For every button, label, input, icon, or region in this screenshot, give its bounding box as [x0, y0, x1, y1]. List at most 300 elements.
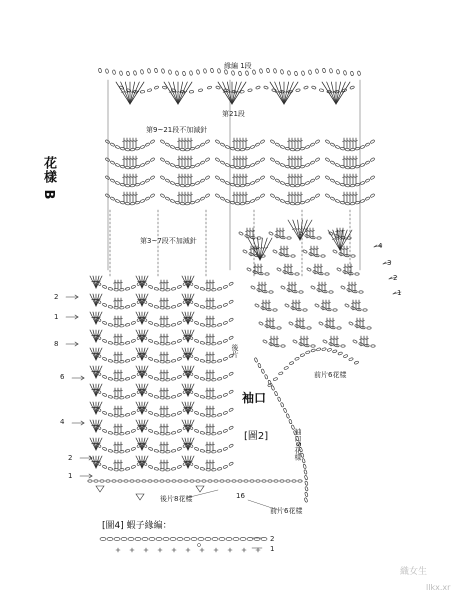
chain-stitch: [148, 393, 153, 397]
foundation-chain: [268, 480, 272, 482]
picot-chain: [245, 71, 248, 76]
picot-chain: [147, 68, 150, 73]
chain-stitch: [166, 288, 171, 291]
chain-stitch: [212, 414, 217, 417]
sleeve-fan-stitch: [188, 330, 194, 342]
front-curve-label: 前片6花樣: [314, 371, 347, 379]
chain-stitch: [365, 179, 370, 183]
picot-chain: [217, 69, 220, 74]
chain-stitch: [160, 157, 165, 161]
triangle-marker: [136, 494, 144, 500]
chain-stitch: [177, 429, 182, 433]
chain-stitch: [360, 145, 365, 149]
triangle-marker: [196, 486, 204, 492]
sleeve-fan-stitch: [93, 312, 96, 324]
chain-stitch: [125, 202, 130, 205]
chain-stitch: [215, 139, 220, 143]
picot-chain: [357, 71, 360, 76]
chain-stitch: [217, 305, 222, 308]
chain-stitch: [131, 447, 136, 451]
chain-stitch: [125, 431, 130, 434]
chain-stitch: [302, 249, 307, 253]
chain-stitch: [108, 413, 113, 416]
chain-stitch: [223, 321, 228, 325]
chain-stitch: [217, 341, 222, 344]
chain-stitch: [248, 88, 253, 91]
chain-stitch: [330, 197, 335, 201]
chain-stitch: [170, 145, 175, 149]
chain-stitch: [108, 341, 113, 344]
picot-chain: [233, 537, 239, 540]
chain-stitch: [223, 447, 228, 451]
chain-stitch: [315, 139, 320, 143]
chain-stitch: [240, 202, 245, 205]
chain-stitch: [171, 467, 176, 470]
chain-stitch: [229, 300, 234, 304]
chain-stitch: [140, 163, 145, 167]
chain-stitch: [148, 303, 153, 307]
foundation-chain: [220, 480, 224, 482]
chain-stitch: [120, 414, 125, 417]
cuff-chain: [283, 408, 287, 413]
sleeve-fan-stitch: [188, 402, 194, 414]
chain-stitch: [223, 303, 228, 307]
chain-stitch: [194, 339, 199, 343]
chain-stitch: [140, 145, 145, 149]
chain-stitch: [212, 288, 217, 291]
chain-stitch: [288, 321, 293, 325]
front-edge-chain: [322, 347, 327, 351]
sleeve-fan-stitch: [142, 312, 148, 324]
chain-stitch: [220, 179, 225, 183]
chain-stitch: [180, 148, 185, 151]
chain-stitch: [194, 393, 199, 397]
chain-stitch: [171, 377, 176, 380]
front-edge-chain: [305, 351, 310, 355]
chain-stitch: [262, 339, 267, 343]
foundation-chain: [298, 480, 302, 482]
chain-stitch: [223, 375, 228, 379]
chain-stitch: [268, 231, 273, 235]
chain-stitch: [120, 306, 125, 309]
chain-stitch: [229, 282, 234, 286]
chain-stitch: [335, 181, 340, 185]
chain-stitch: [131, 429, 136, 433]
chain-stitch: [225, 199, 230, 203]
chain-stitch: [348, 321, 353, 325]
sleeve-fan-stitch: [142, 366, 148, 378]
picot-chain: [308, 70, 311, 75]
picot-chain: [156, 537, 162, 540]
chain-stitch: [311, 345, 315, 347]
front-edge-chain: [273, 377, 278, 381]
picot-chain: [168, 70, 171, 75]
chain-stitch: [330, 179, 335, 183]
sleeve-fan-stitch: [96, 402, 102, 414]
chain-stitch: [185, 148, 190, 151]
front-edge-chain: [316, 348, 321, 352]
chain-stitch: [325, 139, 330, 143]
chain-stitch: [194, 357, 199, 361]
picot-chain: [114, 537, 120, 540]
chain-stitch: [275, 161, 280, 165]
sleeve-fan-stitch: [142, 384, 148, 396]
chain-stitch: [165, 179, 170, 183]
chain-stitch: [212, 396, 217, 399]
front-edge-chain: [289, 361, 294, 365]
foundation-chain: [250, 480, 254, 482]
chain-stitch: [310, 161, 315, 165]
foundation-chain: [178, 480, 182, 482]
picot-chain: [210, 68, 213, 73]
chain-stitch: [295, 202, 300, 205]
chain-stitch: [108, 467, 113, 470]
chain-stitch: [108, 377, 113, 380]
picot-chain: [175, 71, 178, 76]
cuff-chain: [305, 481, 309, 486]
picot-chain: [135, 537, 141, 540]
picot-chain: [177, 537, 183, 540]
sleeve-fan-stitch: [93, 420, 96, 432]
chain-stitch: [303, 309, 307, 311]
chain-stitch: [200, 359, 205, 362]
chain-stitch: [307, 327, 311, 329]
chain-stitch: [102, 375, 107, 379]
chain-stitch: [125, 359, 130, 362]
cuff-chain: [286, 414, 290, 419]
cuff-chain: [271, 386, 275, 391]
picot-chain: [191, 537, 197, 540]
chain-stitch: [290, 148, 295, 151]
chain-stitch: [177, 357, 182, 361]
chain-stitch: [310, 179, 315, 183]
chain-stitch: [280, 181, 285, 185]
chain-stitch: [170, 163, 175, 167]
chain-stitch: [154, 86, 159, 90]
chain-stitch: [120, 378, 125, 381]
chain-stitch: [102, 357, 107, 361]
chain-stitch: [125, 413, 130, 416]
chain-stitch: [212, 306, 217, 309]
chain-stitch: [171, 431, 176, 434]
chain-stitch: [200, 413, 205, 416]
foundation-chain: [142, 480, 146, 482]
chain-stitch: [131, 357, 136, 361]
sleeve-fan-stitch: [93, 384, 96, 396]
chain-stitch: [171, 323, 176, 326]
picot-chain: [149, 537, 155, 540]
chain-stitch: [217, 359, 222, 362]
chain-stitch: [305, 163, 310, 167]
chain-stitch: [177, 465, 182, 469]
foundation-chain: [94, 480, 98, 482]
chain-stitch: [365, 197, 370, 201]
chain-stitch: [205, 157, 210, 161]
chain-stitch: [325, 273, 329, 275]
chain-stitch: [212, 432, 217, 435]
chain-stitch: [102, 429, 107, 433]
cuff-chain: [304, 498, 308, 503]
chain-stitch: [171, 359, 176, 362]
chain-stitch: [148, 339, 153, 343]
picot-chain: [182, 71, 185, 76]
chain-stitch: [280, 145, 285, 149]
chain-stitch: [131, 285, 136, 289]
back-cuff-label: 袖口5花樣: [294, 428, 302, 461]
chain-stitch: [120, 288, 125, 291]
chain-stitch: [295, 166, 300, 169]
chain-stitch: [255, 179, 260, 183]
sleeve-fan-stitch: [96, 438, 102, 450]
chain-stitch: [275, 179, 280, 183]
chain-stitch: [287, 237, 291, 239]
picot-chain: [315, 69, 318, 74]
picot-chain: [140, 70, 143, 75]
chain-stitch: [154, 467, 159, 470]
picot-chain: [198, 537, 204, 540]
chain-stitch: [229, 408, 234, 412]
chain-stitch: [177, 393, 182, 397]
picot-chain: [170, 537, 176, 540]
picot-chain: [259, 69, 262, 74]
row1-label: 緣編 1段: [224, 62, 252, 70]
chain-stitch: [125, 467, 130, 470]
chain-stitch: [105, 193, 110, 197]
chain-stitch: [148, 375, 153, 379]
chain-stitch: [321, 255, 325, 257]
chain-stitch: [125, 184, 130, 187]
chain-stitch: [194, 447, 199, 451]
chain-stitch: [367, 327, 371, 329]
chain-stitch: [145, 179, 150, 183]
left-row-number: 1: [68, 472, 73, 480]
left-row-number: 1: [54, 313, 59, 321]
chain-stitch: [108, 305, 113, 308]
right-row-number: 4: [378, 242, 383, 250]
chain-stitch: [370, 139, 375, 143]
chain-stitch: [371, 345, 375, 347]
chain-stitch: [195, 181, 200, 185]
chain-stitch: [250, 181, 255, 185]
chain-stitch: [345, 184, 350, 187]
cuff-chain: [304, 492, 308, 497]
chain-stitch: [317, 237, 321, 239]
chain-stitch: [102, 339, 107, 343]
picot-chain: [266, 68, 269, 73]
rows3-7-label: 第3~7段不加減針: [140, 237, 197, 245]
chain-stitch: [212, 342, 217, 345]
chain-stitch: [125, 305, 130, 308]
chain-stitch: [275, 143, 280, 147]
chain-stitch: [350, 86, 355, 90]
picot-chain: [196, 70, 199, 75]
foundation-chain: [166, 480, 170, 482]
chain-stitch: [220, 197, 225, 201]
picot-chain: [280, 69, 283, 74]
chain-stitch: [177, 339, 182, 343]
chain-stitch: [229, 336, 234, 340]
chain-stitch: [185, 202, 190, 205]
chain-stitch: [166, 468, 171, 471]
sleeve-fan-stitch: [188, 384, 194, 396]
picot-chain: [189, 71, 192, 76]
sleeve-fan-stitch: [93, 366, 96, 378]
chain-stitch: [360, 199, 365, 203]
picot-chain: [287, 71, 290, 76]
chain-stitch: [223, 339, 228, 343]
chain-stitch: [198, 89, 203, 92]
right-row-number: 3: [387, 259, 392, 267]
sleeve-fan-stitch: [188, 312, 194, 324]
cuff-chain: [274, 391, 278, 396]
sleeve-fan-stitch: [93, 348, 96, 360]
chain-stitch: [359, 291, 363, 293]
foundation-chain: [88, 480, 92, 482]
cuff-chain: [304, 475, 308, 480]
cuff-chain: [280, 402, 284, 407]
foundation-chain: [124, 480, 128, 482]
chain-stitch: [195, 145, 200, 149]
picot-chain: [121, 537, 127, 540]
chain-stitch: [220, 143, 225, 147]
foundation-chain: [160, 480, 164, 482]
picot-chain: [184, 537, 190, 540]
chain-stitch: [165, 161, 170, 165]
picot-chain: [329, 68, 332, 73]
chain-stitch: [166, 378, 171, 381]
chain-stitch: [260, 175, 265, 179]
chain-stitch: [355, 273, 359, 275]
sleeve-fan-stitch: [93, 402, 96, 414]
chain-stitch: [171, 449, 176, 452]
chain-stitch: [306, 267, 311, 271]
chain-stitch: [194, 321, 199, 325]
chain-stitch: [160, 139, 165, 143]
marker-16: 16: [236, 492, 245, 500]
left-row-number: 8: [54, 340, 59, 348]
sleeve-fan-stitch: [188, 348, 194, 360]
chain-stitch: [215, 193, 220, 197]
chain-stitch: [242, 249, 247, 253]
chain-stitch: [225, 145, 230, 149]
chain-stitch: [130, 202, 135, 205]
chain-stitch: [148, 285, 153, 289]
chain-stitch: [292, 339, 297, 343]
chain-stitch: [108, 323, 113, 326]
sleeve-fan-stitch: [96, 456, 102, 468]
chain-stitch: [200, 143, 205, 147]
chain-stitch: [250, 199, 255, 203]
chain-stitch: [162, 86, 167, 90]
chain-stitch: [148, 429, 153, 433]
sleeve-fan-stitch: [96, 384, 102, 396]
chain-stitch: [125, 377, 130, 380]
picot-chain: [224, 70, 227, 75]
cuff-chain: [258, 363, 262, 368]
chain-stitch: [290, 184, 295, 187]
picot-chain: [107, 537, 113, 540]
sleeve-fan-stitch: [142, 294, 148, 306]
bottom-front-label: 前片6花樣: [270, 507, 303, 515]
chain-stitch: [125, 166, 130, 169]
chain-stitch: [200, 323, 205, 326]
chain-stitch: [370, 175, 375, 179]
sleeve-fan-stitch: [142, 276, 148, 288]
chain-stitch: [212, 450, 217, 453]
picot-chain: [350, 71, 353, 76]
chain-stitch: [350, 166, 355, 169]
chain-stitch: [120, 342, 125, 345]
chain-stitch: [102, 285, 107, 289]
chain-stitch: [305, 181, 310, 185]
chain-stitch: [212, 360, 217, 363]
chain-stitch: [120, 468, 125, 471]
chain-stitch: [280, 163, 285, 167]
foundation-chain: [190, 480, 194, 482]
chain-stitch: [284, 303, 289, 307]
chain-stitch: [280, 285, 285, 289]
sleeve-fan-stitch: [93, 456, 96, 468]
chain-stitch: [148, 357, 153, 361]
chain-stitch: [235, 202, 240, 205]
chain-stitch: [352, 339, 357, 343]
picot-chain: [203, 69, 206, 74]
foundation-chain: [118, 480, 122, 482]
sleeve-fan-stitch: [96, 420, 102, 432]
chain-stitch: [115, 163, 120, 167]
chain-stitch: [225, 163, 230, 167]
chain-stitch: [102, 411, 107, 415]
front-edge-chain: [284, 366, 289, 370]
chain-stitch: [229, 426, 234, 430]
chain-stitch: [102, 303, 107, 307]
chain-stitch: [120, 450, 125, 453]
top-fan-stitch: [121, 82, 130, 104]
chain-stitch: [150, 157, 155, 161]
chain-stitch: [166, 342, 171, 345]
chain-stitch: [295, 184, 300, 187]
chain-stitch: [105, 175, 110, 179]
chain-stitch: [177, 285, 182, 289]
chain-stitch: [363, 309, 367, 311]
sleeve-fan-stitch: [142, 456, 148, 468]
chain-stitch: [217, 467, 222, 470]
chain-stitch: [171, 395, 176, 398]
chain-stitch: [154, 341, 159, 344]
foundation-chain: [238, 480, 242, 482]
chain-stitch: [140, 199, 145, 203]
chain-stitch: [154, 323, 159, 326]
foundation-chain: [100, 480, 104, 482]
chain-stitch: [325, 193, 330, 197]
foundation-chain: [286, 480, 290, 482]
chain-stitch: [255, 143, 260, 147]
chain-stitch: [131, 411, 136, 415]
chain-stitch: [154, 287, 159, 290]
chain-stitch: [322, 339, 327, 343]
cuff-chain: [261, 369, 265, 374]
chain-stitch: [229, 372, 234, 376]
chain-stitch: [200, 197, 205, 201]
chain-stitch: [275, 197, 280, 201]
chain-stitch: [329, 291, 333, 293]
foundation-chain: [214, 480, 218, 482]
sleeve-figure: [圖2]: [244, 431, 269, 442]
chain-stitch: [299, 291, 303, 293]
chain-stitch: [246, 267, 251, 271]
picot-chain: [100, 537, 106, 540]
chain-stitch: [200, 341, 205, 344]
